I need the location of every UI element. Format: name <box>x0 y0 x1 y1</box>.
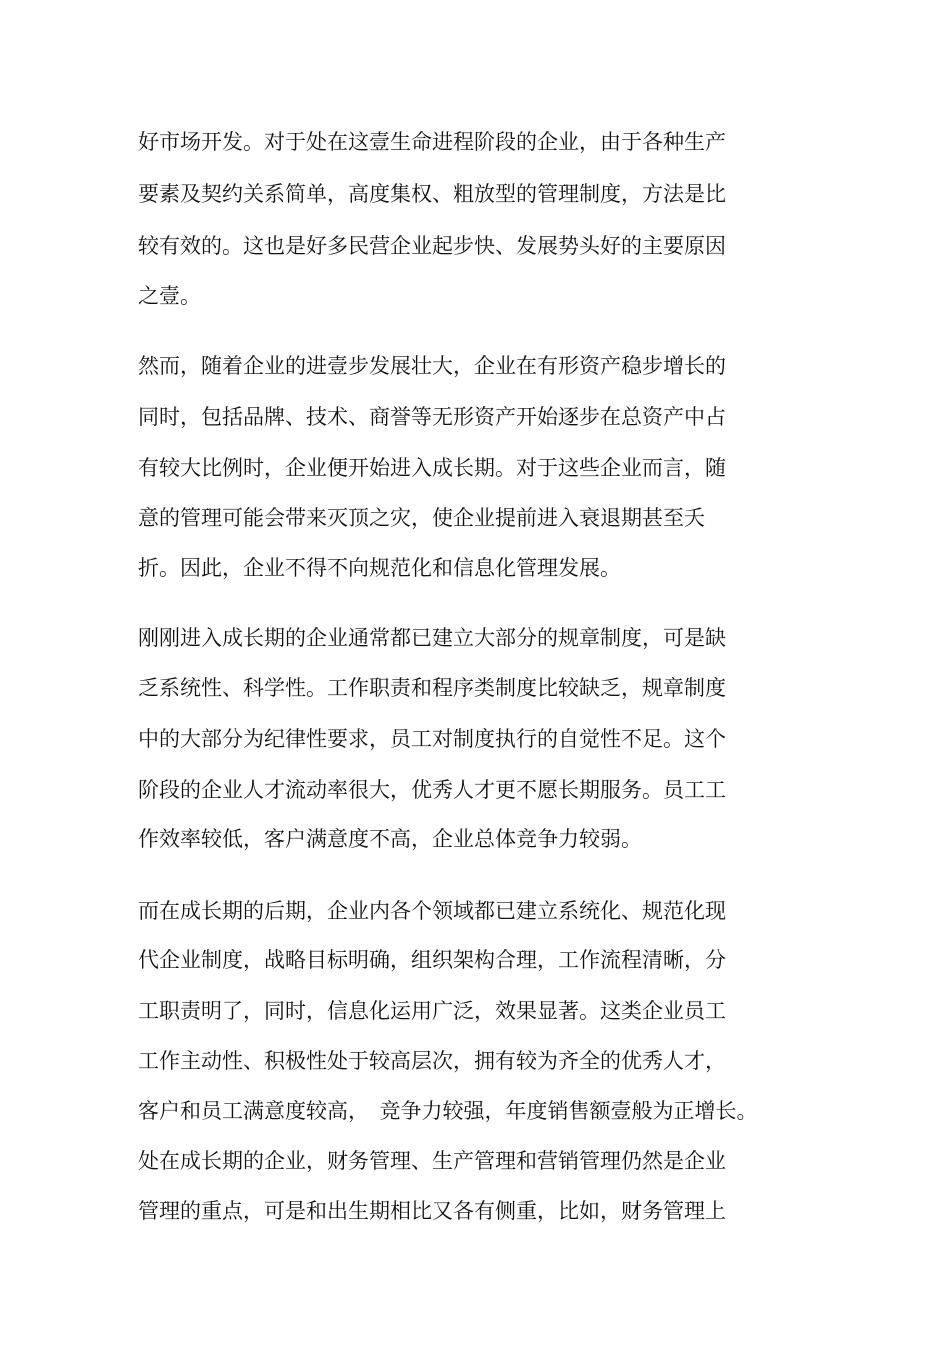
text-line: 工作主动性、积极性处于较高层次，拥有较为齐全的优秀人才， <box>138 1049 726 1073</box>
text-line: 客户和员工满意度较高， 竞争力较强，年度销售额壹般为正增长。 <box>138 1099 758 1123</box>
text-line: 作效率较低，客户满意度不高，企业总体竞争力较弱。 <box>138 827 642 851</box>
text-line: 乏系统性、科学性。工作职责和程序类制度比较缺乏，规章制度 <box>138 676 726 700</box>
text-line: 好市场开发。对于处在这壹生命进程阶段的企业，由于各种生产 <box>138 130 726 154</box>
text-line: 工职责明了，同时，信息化运用广泛，效果显著。这类企业员工 <box>138 999 726 1023</box>
text-line: 中的大部分为纪律性要求，员工对制度执行的自觉性不足。这个 <box>138 727 726 751</box>
text-line: 管理的重点，可是和出生期相比又各有侧重，比如，财务管理上 <box>138 1199 726 1223</box>
text-line: 代企业制度，战略目标明确，组织架构合理，工作流程清晰，分 <box>138 948 726 972</box>
text-line: 较有效的。这也是好多民营企业起步快、发展势头好的主要原因 <box>138 234 726 258</box>
text-line: 阶段的企业人才流动率很大，优秀人才更不愿长期服务。员工工 <box>138 778 726 802</box>
text-line: 而在成长期的后期，企业内各个领域都已建立系统化、规范化现 <box>138 899 726 923</box>
text-line: 处在成长期的企业，财务管理、生产管理和营销管理仍然是企业 <box>138 1149 726 1173</box>
text-line: 折。因此，企业不得不向规范化和信息化管理发展。 <box>138 556 621 580</box>
text-line: 意的管理可能会带来灭顶之灾，使企业提前进入衰退期甚至夭 <box>138 506 705 530</box>
text-line: 刚刚进入成长期的企业通常都已建立大部分的规章制度，可是缺 <box>138 626 726 650</box>
text-line: 之壹。 <box>138 284 201 308</box>
text-line: 有较大比例时，企业便开始进入成长期。对于这些企业而言，随 <box>138 456 726 480</box>
text-line: 要素及契约关系简单，高度集权、粗放型的管理制度，方法是比 <box>138 182 726 206</box>
text-line: 同时，包括品牌、技术、商誉等无形资产开始逐步在总资产中占 <box>138 405 726 429</box>
text-line: 然而，随着企业的进壹步发展壮大，企业在有形资产稳步增长的 <box>138 354 726 378</box>
